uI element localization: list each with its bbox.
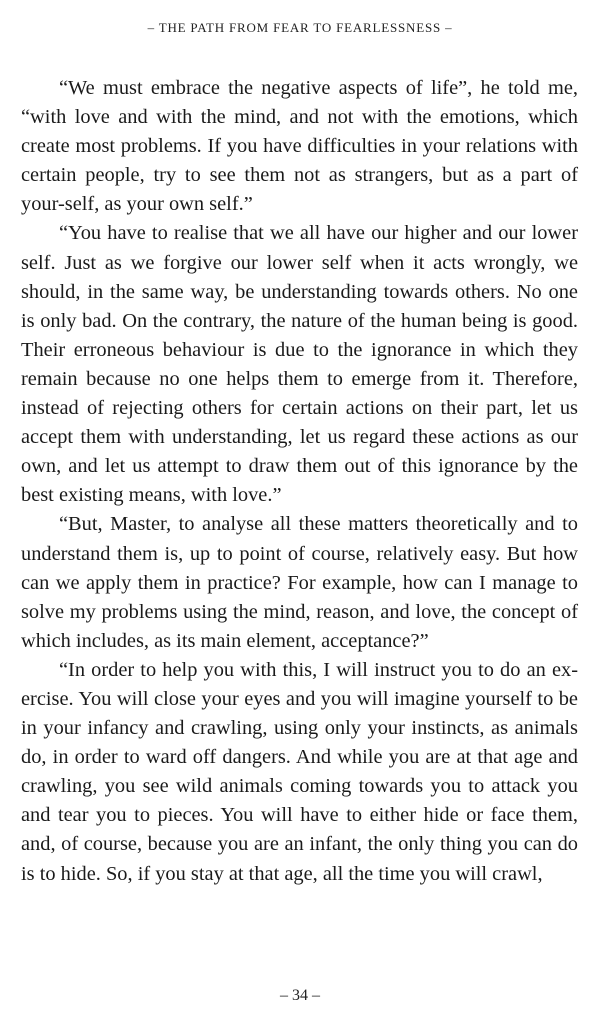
page-number: – 34 – xyxy=(280,987,320,1004)
paragraph: “We must embrace the negative aspects of life”, he told me, “with love and with the mind, and not with the emotions, which create most problems. If you have difficulties in your relations with certain people, try to see them not as strangers, but as a part of your-self, as your own self.” xyxy=(21,77,578,216)
paragraph: “In order to help you with this, I will instruct you to do an ex-ercise. You will close your eyes and you will imagine yourself to be in your infancy and crawling, using only your instincts, as animals do, in order to ward off dangers. And while you are at that age and crawling, you see wild animals coming towards you to attack you and tear you to pieces. You will have to either hide or face them, and, of course, because you are an infant, the only thing you can do is to hide. So, if you stay at that age, all the time you will crawl, xyxy=(21,658,578,885)
running-header: – THE PATH FROM FEAR TO FEARLESSNESS – xyxy=(147,20,453,35)
paragraph: “But, Master, to analyse all these matters theoretically and to understand them is, up to point of course, relatively easy. But how can we apply them in practice? For example, how can I manage to solve my problems using the mind, reason, and love, the concept of which includes, as its main element, acceptance?” xyxy=(21,513,578,652)
body-text xyxy=(21,74,578,889)
paragraph: “You have to realise that we all have our higher and our lower self. Just as we forgive our lower self when it acts wrongly, we should, in the same way, be understanding towards others. No one is only bad. On the contrary, the nature of the human being is good. Their erroneous behaviour is due to the ignorance in which they remain because no one helps them to emerge from it. Therefore, instead of rejecting others for certain actions on their part, let us accept them with understanding, let us regard these actions as our own, and let us attempt to draw them out of this ignorance by the best existing means, with love.” xyxy=(21,222,578,507)
